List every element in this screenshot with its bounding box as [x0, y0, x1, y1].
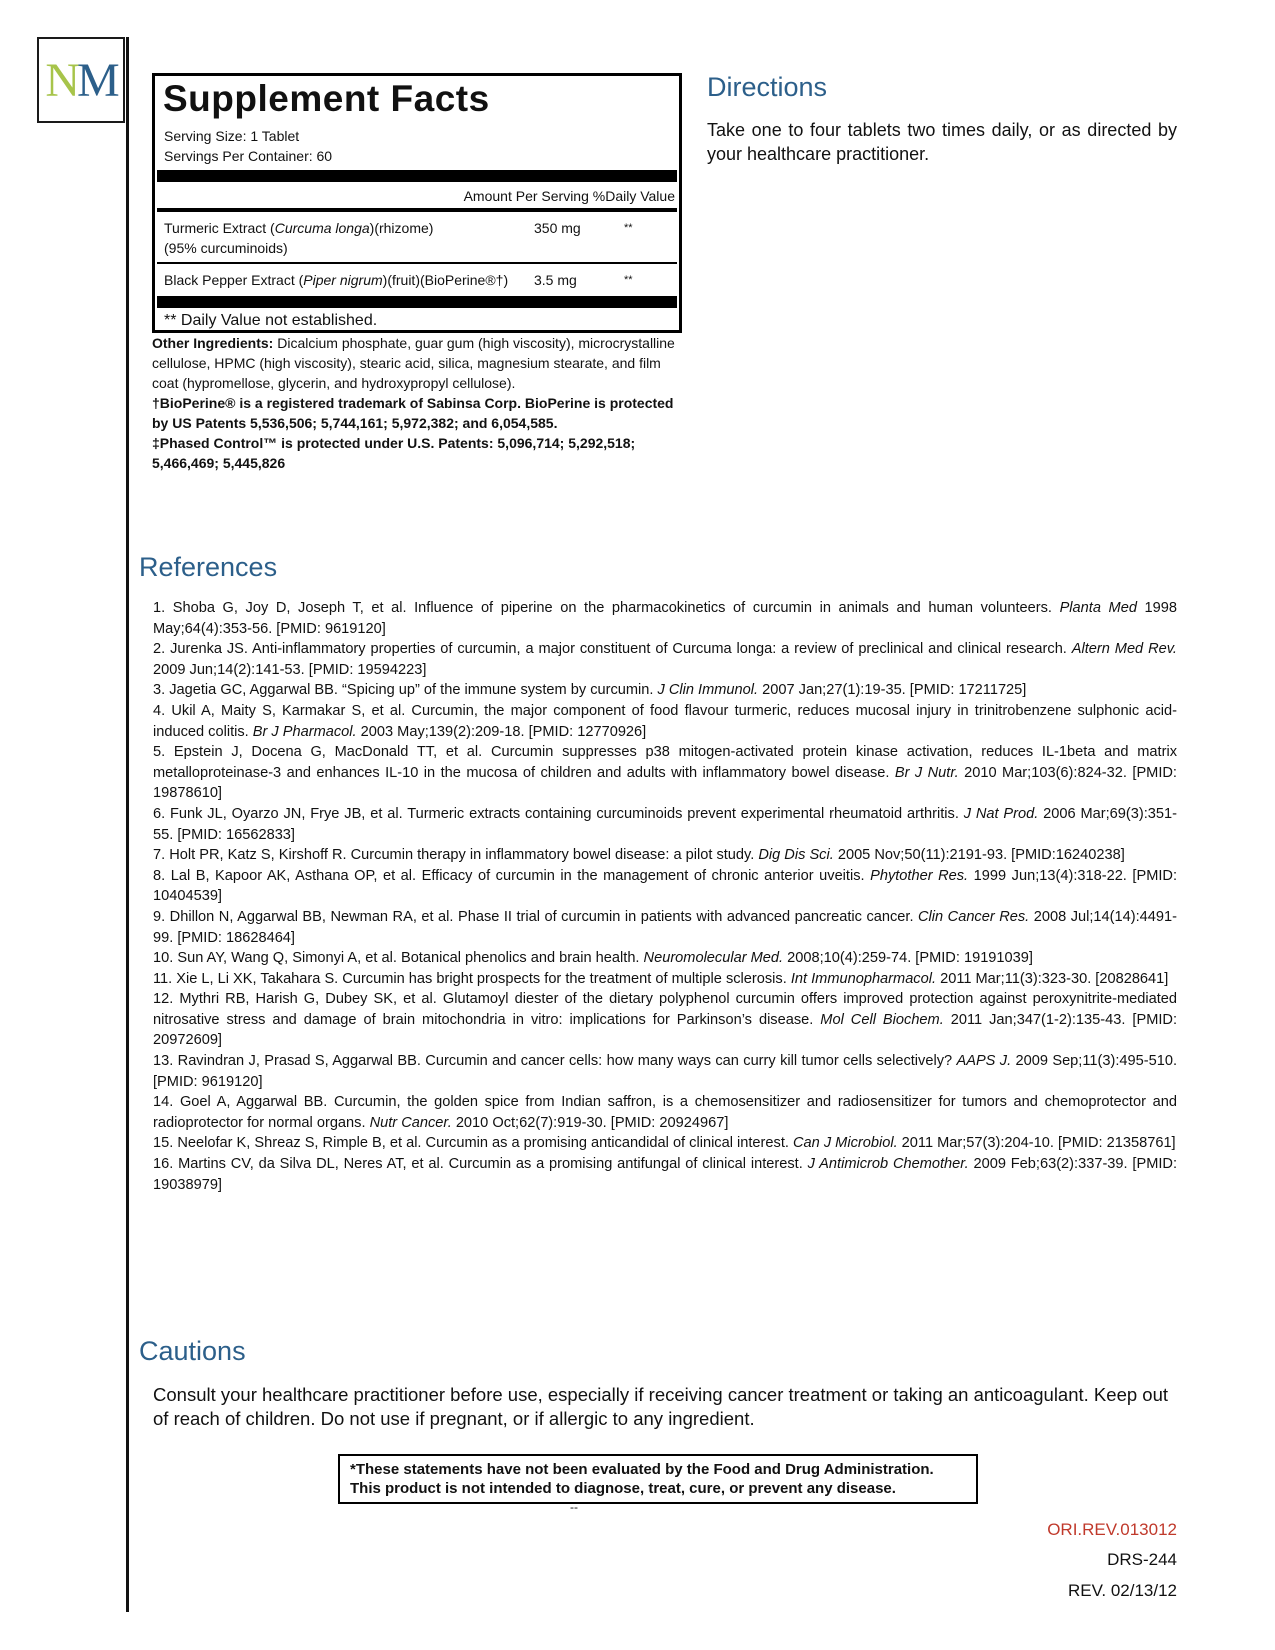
- drs-code: DRS-244: [1107, 1550, 1177, 1569]
- reference-item: 6. Funk JL, Oyarzo JN, Frye JB, et al. Turmeric extracts containing curcuminoids prevent experimental rheumatoid arthritis. J Nat Prod. 2006 Mar;69(3):351-55. [PMID: 16562833]: [153, 805, 1177, 843]
- facts-row-turmeric: [155, 212, 679, 262]
- reference-item: 4. Ukil A, Maity S, Karmakar S, et al. Curcumin, the major component of food flavour turmeric, reduces mucosal injury in trinitrobenzene sulphonic acid-induced colitis. Br J Pharmacol. 2003 May;139(2):209-18. [PMID: 12770926]: [153, 702, 1177, 740]
- reference-item: 13. Ravindran J, Prasad S, Aggarwal BB. Curcumin and cancer cells: how many ways can curry kill tumor cells selectively? AAPS J. 2009 Sep;11(3):495-510. [PMID: 9619120]: [153, 1053, 1178, 1090]
- reference-item: 11. Xie L, Li XK, Takahara S. Curcumin has bright prospects for the treatment of multiple sclerosis. Int Immunopharmacol. 2011 Mar;11(3):323-30. [20828641]: [153, 970, 1169, 987]
- ingredient-name: Turmeric Extract (Curcuma longa)(rhizome) (95% curcuminoids): [164, 220, 434, 256]
- ingredient-name: Black Pepper Extract (Piper nigrum)(fruit)(BioPerine®†): [164, 272, 509, 288]
- servings-per-container: Servings Per Container: 60: [164, 148, 333, 164]
- reference-item: 8. Lal B, Kapoor AK, Asthana OP, et al. Efficacy of curcumin in the management of chronic anterior uveitis. Phytother Res. 1999 Jun;13(4):318-22. [PMID: 10404539]: [153, 867, 1177, 905]
- reference-item: 1. Shoba G, Joy D, Joseph T, et al. Influence of piperine on the pharmacokinetics of curcumin in animals and human volunteers. Planta Med 1998 May;64(4):353-56. [PMID: 9619120]: [153, 600, 1177, 637]
- ingredient-dv: **: [624, 222, 633, 234]
- references-heading: References: [139, 552, 278, 582]
- supplement-facts-panel: [152, 73, 682, 333]
- ingredient-subline: (95% curcuminoids): [164, 240, 288, 256]
- page-dashes: --: [570, 1500, 578, 1514]
- fda-disclaimer-box: [338, 1454, 978, 1504]
- reference-item: 10. Sun AY, Wang Q, Simonyi A, et al. Botanical phenolics and brain health. Neuromolecular Med. 2008;10(4):259-74. [PMID: 19191039]: [153, 950, 1033, 967]
- phased-control-patent: ‡Phased Control™ is protected under U.S. Patents: 5,096,714; 5,292,518; 5,466,469; 5,445,826: [152, 435, 636, 471]
- serving-size: Serving Size: 1 Tablet: [164, 128, 300, 144]
- reference-item: 5. Epstein J, Docena G, MacDonald TT, et al. Curcumin suppresses p38 mitogen-activated protein kinase activation, reduces IL-1beta and matrix metalloproteinase-3 and enhances IL-10 in the mucosa of children and adults with inflammatory bowel disease. Br J Nutr. 2010 Mar;103(6):824-32. [PMID: 19878610]: [153, 744, 1177, 802]
- facts-column-header: Amount Per Serving %Daily Value: [463, 188, 675, 204]
- reference-item: 9. Dhillon N, Aggarwal BB, Newman RA, et al. Phase II trial of curcumin in patients with advanced pancreatic cancer. Clin Cancer Res. 2008 Jul;14(14):4491-99. [PMID: 18628464]: [153, 908, 1177, 946]
- bioperine-trademark: †BioPerine® is a registered trademark of Sabinsa Corp. BioPerine is protected by US Patents 5,536,506; 5,744,161; 5,972,382; and 6,054,585.: [152, 395, 674, 431]
- reference-item: 16. Martins CV, da Silva DL, Neres AT, et al. Curcumin as a promising antifungal of clinical interest. J Antimicrob Chemother. 2009 Feb;63(2):337-39. [PMID: 19038979]: [153, 1156, 1178, 1193]
- reference-item: 15. Neelofar K, Shreaz S, Rimple B, et al. Curcumin as a promising anticandidal of clinical interest. Can J Microbiol. 2011 Mar;57(3):204-10. [PMID: 21358761]: [153, 1135, 1176, 1152]
- other-ingredients-label: Other Ingredients:: [152, 335, 274, 351]
- ingredient-amount: 350 mg: [534, 220, 581, 236]
- other-ingredients-text: Other Ingredients: Dicalcium phosphate, guar gum (high viscosity), microcrystalline cellulose, HPMC (high viscosity), stearic acid, silica, magnesium stearate, and film coat (hypromellose, glycerin, and hydroxypropyl cellulose).: [152, 335, 675, 391]
- serving-info: [164, 126, 679, 166]
- fda-line-1: *These statements have not been evaluated by the Food and Drug Administration.: [350, 1461, 934, 1478]
- other-ingredients: [152, 333, 682, 473]
- reference-item: 7. Holt PR, Katz S, Kirshoff R. Curcumin therapy in inflammatory bowel disease: a pilot study. Dig Dis Sci. 2005 Nov;50(11):2191-93. [PMID:16240238]: [153, 847, 1125, 864]
- facts-thick-bar-bottom: [157, 296, 677, 308]
- facts-thick-bar: [157, 170, 677, 182]
- reference-item: 14. Goel A, Aggarwal BB. Curcumin, the golden spice from Indian saffron, is a chemosensitizer and radiosensitizer for tumors and chemoprotector and radioprotector for normal organs. Nutr Cancer. 2010 Oct;62(7):919-30. [PMID: 20924967]: [153, 1094, 1177, 1131]
- logo-letter-m: M: [76, 53, 117, 107]
- references-list: [153, 598, 1177, 1195]
- supplement-facts-title: Supplement Facts: [163, 78, 490, 119]
- directions-heading: Directions: [707, 72, 828, 102]
- left-vertical-rule: [126, 37, 129, 1612]
- ingredient-amount: 3.5 mg: [534, 272, 577, 288]
- reference-item: 12. Mythri RB, Harish G, Dubey SK, et al. Glutamoyl diester of the dietary polyphenol curcumin offers improved protection against peroxynitrite-mediated nitrosative stress and damage of brain mitochondria in vitro: implications for Parkinson’s disease. Mol Cell Biochem. 2011 Jan;347(1-2):135-43. [PMID: 20972609]: [153, 991, 1177, 1049]
- fda-line-2: This product is not intended to diagnose, treat, cure, or prevent any disease.: [350, 1480, 896, 1497]
- daily-value-note: ** Daily Value not established.: [164, 312, 378, 329]
- reference-item: 2. Jurenka JS. Anti-inflammatory properties of curcumin, a major constituent of Curcuma longa: a review of preclinical and clinical research. Altern Med Rev. 2009 Jun;14(2):141-53. [PMID: 19594223]: [153, 641, 1177, 678]
- facts-row-black-pepper: [155, 264, 679, 294]
- logo-letter-n: N: [45, 53, 77, 107]
- ori-rev-code: ORI.REV.013012: [1047, 1520, 1177, 1539]
- directions-text: Take one to four tablets two times daily, or as directed by your healthcare practitioner.: [707, 120, 1177, 164]
- reference-item: 3. Jagetia GC, Aggarwal BB. “Spicing up” of the immune system by curcumin. J Clin Immunol. 2007 Jan;27(1):19-35. [PMID: 17211725]: [153, 682, 1027, 699]
- nm-logo: [37, 37, 125, 123]
- revision-date: REV. 02/13/12: [1067, 1581, 1177, 1600]
- cautions-text: Consult your healthcare practitioner before use, especially if receiving cancer treatment or taking an anticoagulant. Keep out of reach of children. Do not use if pregnant, or if allergic to any ingredient.: [153, 1384, 1168, 1429]
- cautions-heading: Cautions: [139, 1336, 246, 1366]
- ingredient-dv: **: [624, 274, 633, 286]
